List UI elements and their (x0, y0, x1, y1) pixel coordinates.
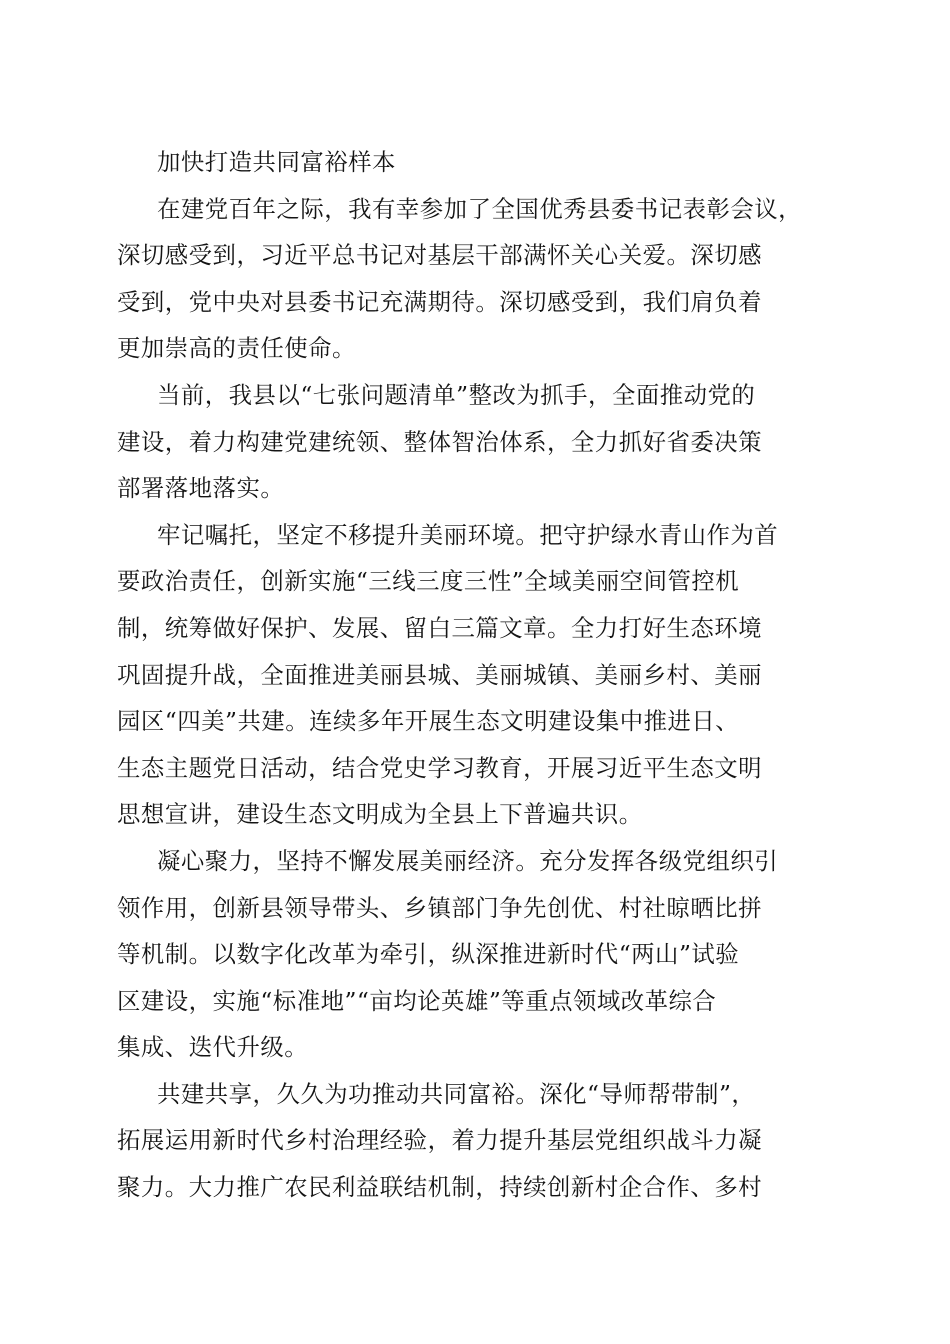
paragraph-4-line-2: 领作用，创新县领导带头、乡镇部门争先创优、村社晾晒比拼 (117, 893, 763, 922)
paragraph-3-line-1: 牢记嘱托，坚定不移提升美丽环境。把守护绿水青山作为首 (157, 520, 779, 549)
document-title: 加快打造共同富裕样本 (157, 148, 396, 176)
paragraph-3-line-6: 生态主题党日活动，结合党史学习教育，开展习近平生态文明 (117, 753, 763, 782)
paragraph-5-line-2: 拓展运用新时代乡村治理经验，着力提升基层党组织战斗力凝 (117, 1126, 763, 1155)
paragraph-3-line-4: 巩固提升战，全面推进美丽县城、美丽城镇、美丽乡村、美丽 (117, 660, 763, 689)
paragraph-4-line-3: 等机制。以数字化改革为牵引，纵深推进新时代“两山”试验 (117, 940, 740, 969)
paragraph-2-line-3: 部署落地落实。 (117, 474, 285, 503)
paragraph-5-line-3: 聚力。大力推广农民利益联结机制，持续创新村企合作、多村 (117, 1173, 763, 1202)
paragraph-2-line-1: 当前，我县以“七张问题清单”整改为抓手，全面推动党的 (157, 380, 756, 409)
paragraph-1-line-2: 深切感受到，习近平总书记对基层干部满怀关心关爱。深切感 (117, 241, 763, 270)
paragraph-4-line-4: 区建设，实施“标准地”“亩均论英雄”等重点领域改革综合 (117, 986, 717, 1015)
paragraph-4-line-1: 凝心聚力，坚持不懈发展美丽经济。充分发挥各级党组织引 (157, 846, 779, 875)
paragraph-1-line-4: 更加崇高的责任使命。 (117, 334, 356, 363)
paragraph-3-line-7: 思想宣讲，建设生态文明成为全县上下普遍共识。 (117, 800, 643, 829)
paragraph-1-line-1: 在建党百年之际，我有幸参加了全国优秀县委书记表彰会议， (157, 194, 803, 223)
paragraph-5-line-1: 共建共享，久久为功推动共同富裕。深化“导师帮带制”， (157, 1079, 756, 1108)
paragraph-2-line-2: 建设，着力构建党建统领、整体智治体系，全力抓好省委决策 (117, 427, 763, 456)
paragraph-3-line-3: 制，统筹做好保护、发展、留白三篇文章。全力打好生态环境 (117, 613, 763, 642)
paragraph-3-line-2: 要政治责任，创新实施“三线三度三性”全域美丽空间管控机 (117, 567, 740, 596)
paragraph-4-line-5: 集成、迭代升级。 (117, 1033, 309, 1062)
paragraph-1-line-3: 受到，党中央对县委书记充满期待。深切感受到，我们肩负着 (117, 287, 763, 316)
document-body (117, 139, 829, 1211)
paragraph-3-line-5: 园区“四美”共建。连续多年开展生态文明建设集中推进日、 (117, 707, 740, 736)
